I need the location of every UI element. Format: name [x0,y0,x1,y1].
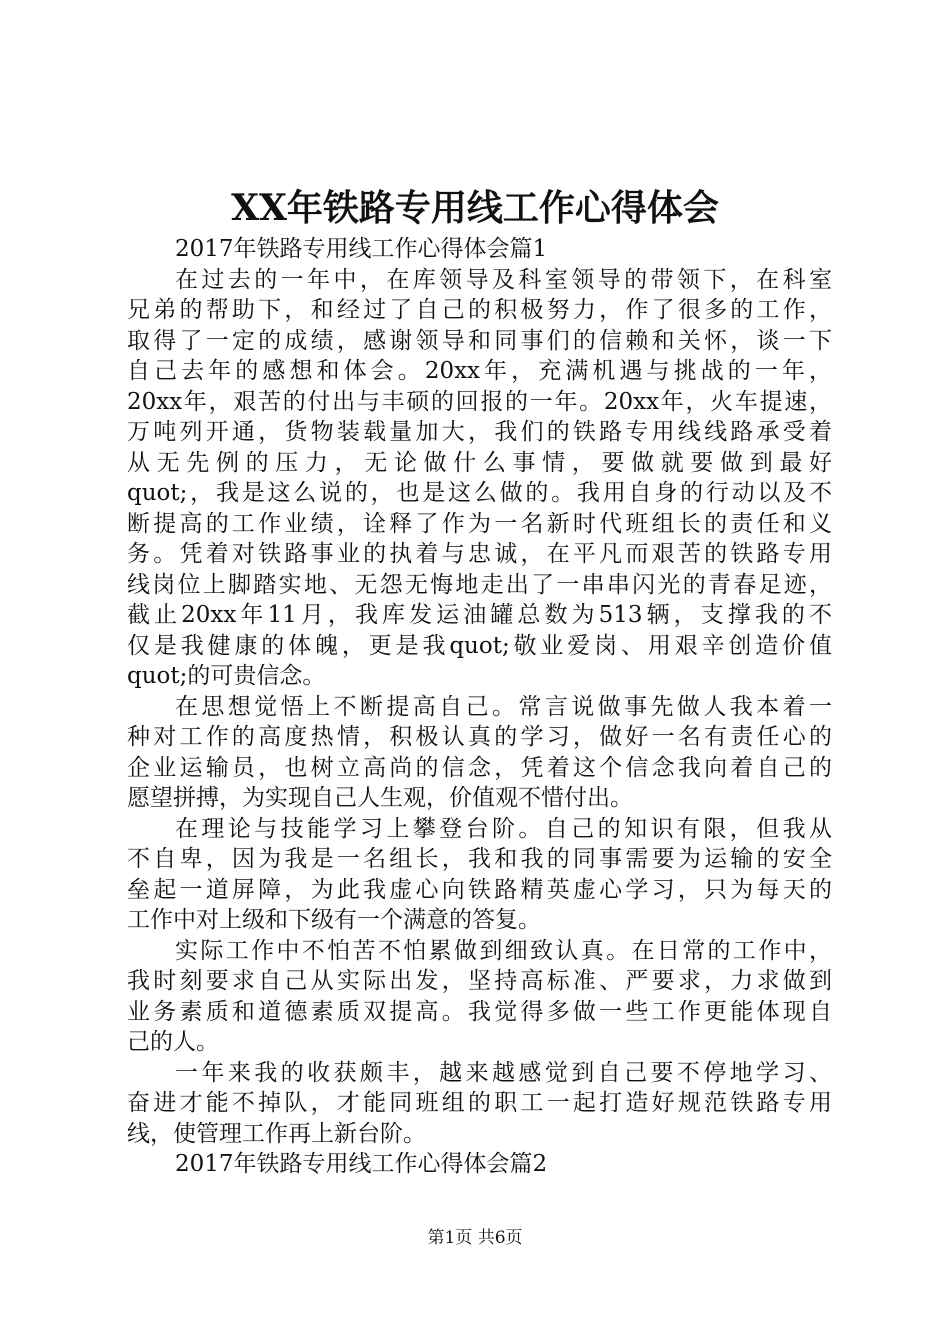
text-line: 务。凭着对铁路事业的执着与忠诚，在平凡而艰苦的铁路专用 [127,541,832,567]
text-line: 业务素质和道德素质双提高。我觉得多做一些工作更能体现自 [127,998,832,1025]
text-line: 在思想觉悟上不断提高自己。常言说做事先做人我本着一 [175,693,832,720]
text-line: 断提高的工作业绩，诠释了作为一名新时代班组长的责任和义 [127,510,832,537]
text-line: 我时刻要求自己从实际出发，坚持高标准、严要求，力求做到 [127,968,832,994]
text-line: 奋进才能不掉队，才能同班组的职工一起打造好规范铁路专用 [127,1090,832,1116]
text-line: 线岗位上脚踏实地、无怨无悔地走出了一串串闪光的青春足迹， [127,571,832,598]
text-line: 实际工作中不怕苦不怕累做到细致认真。在日常的工作中， [175,937,832,964]
text-line: 己的人。 [127,1029,219,1055]
text-line: quot;，我是这么说的，也是这么做的。我用自身的行动以及不 [127,480,832,506]
text-line: 万吨列开通，货物装载量加大，我们的铁路专用线线路承受着 [127,419,832,445]
document-body [127,234,832,1180]
text-line: 工作中对上级和下级有一个满意的答复。 [127,907,541,933]
text-line: 20xx年，艰苦的付出与丰硕的回报的一年。20xx年，火车提速， [127,388,832,415]
text-line: 在理论与技能学习上攀登台阶。自己的知识有限，但我从 [175,815,832,842]
text-line: 不自卑，因为我是一名组长，我和我的同事需要为运输的安全 [127,846,832,872]
text-line: 兄弟的帮助下，和经过了自己的积极努力，作了很多的工作， [127,297,832,323]
text-line: 企业运输员，也树立高尚的信念，凭着这个信念我向着自己的 [127,754,832,781]
text-line: 2017年铁路专用线工作心得体会篇1 [175,236,548,262]
text-line: 截止20xx年11月，我库发运油罐总数为513辆，支撑我的不 [127,602,832,628]
text-line: 一年来我的收获颇丰，越来越感觉到自己要不停地学习、 [175,1059,832,1086]
text-line: quot;的可贵信念。 [127,663,326,689]
text-line: 垒起一道屏障，为此我虚心向铁路精英虚心学习，只为每天的 [127,876,832,903]
page-footer: 第1页 共6页 [427,1228,523,1248]
document-title: XX年铁路专用线工作心得体会 [231,187,719,229]
text-line: 在过去的一年中，在库领导及科室领导的带领下，在科室 [175,266,832,293]
text-line: 线，使管理工作再上新台阶。 [127,1120,426,1147]
text-line: 取得了一定的成绩，感谢领导和同事们的信赖和关怀，谈一下 [127,327,832,354]
text-line: 自己去年的感想和体会。20xx年，充满机遇与挑战的一年， [127,358,832,384]
text-line: 2017年铁路专用线工作心得体会篇2 [175,1151,548,1177]
text-line: 愿望拼搏，为实现自己人生观，价值观不惜付出。 [127,785,633,811]
text-line: 仅是我健康的体魄，更是我quot;敬业爱岗、用艰辛创造价值 [127,632,832,659]
text-line: 从无先例的压力，无论做什么事情，要做就要做到最好 [127,449,832,476]
text-line: 种对工作的高度热情，积极认真的学习，做好一名有责任心的 [127,724,832,750]
